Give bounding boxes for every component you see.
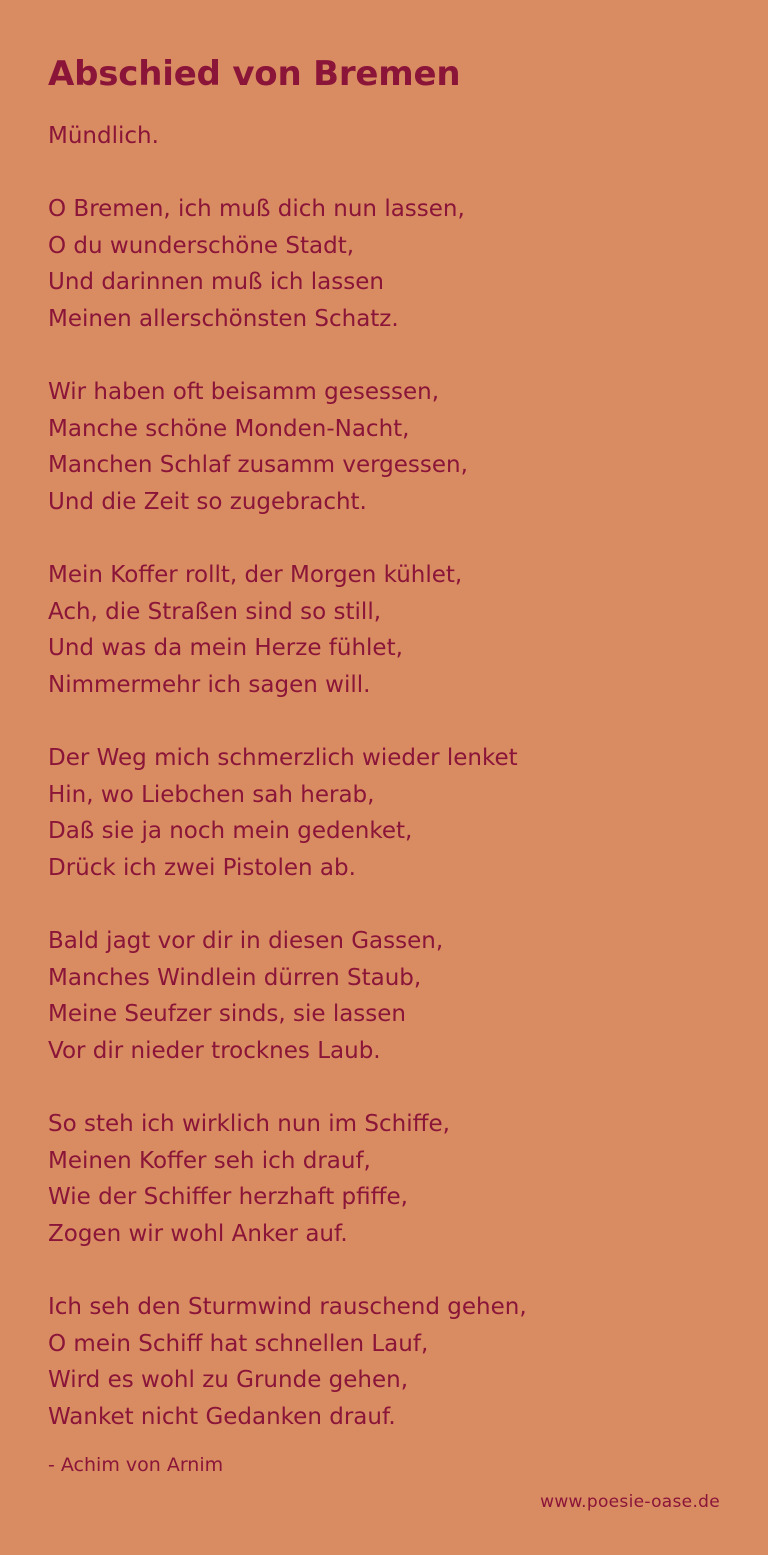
poem-card	[48, 52, 728, 1478]
poem-line: So steh ich wirklich nun im Schiffe,	[48, 1111, 450, 1137]
poem-line: Hin, wo Liebchen sah herab,	[48, 781, 375, 808]
stanza	[48, 1106, 728, 1252]
poem-line: Mein Koffer rollt, der Morgen kühlet,	[48, 562, 463, 588]
stanza	[48, 1289, 728, 1435]
stanza	[48, 923, 728, 1069]
poem-line: Daß sie ja noch mein gedenket,	[48, 818, 413, 844]
poem-line: O Bremen, ich muß dich nun lassen,	[48, 196, 465, 222]
poem-line: Und die Zeit so zugebracht.	[48, 488, 367, 515]
poem-title: Abschied von Bremen	[48, 54, 461, 94]
poem-line: Zogen wir wohl Anker auf.	[48, 1220, 348, 1247]
poem-line: Meinen Koffer seh ich drauf,	[48, 1147, 371, 1174]
poem-line: Der Weg mich schmerzlich wieder lenket	[48, 745, 518, 771]
poem-line: Ach, die Straßen sind so still,	[48, 598, 382, 625]
poem-line: Wir haben oft beisamm gesessen,	[48, 379, 440, 405]
poem-line: Manche schöne Monden-Nacht,	[48, 415, 410, 442]
poem-line: Meine Seufzer sinds, sie lassen	[48, 1001, 407, 1027]
poem-line: Und was da mein Herze fühlet,	[48, 635, 403, 661]
poem-line: Drück ich zwei Pistolen ab.	[48, 854, 356, 881]
poem-line: Nimmermehr ich sagen will.	[48, 671, 371, 698]
poem-line: O mein Schiff hat schnellen Lauf,	[48, 1330, 429, 1357]
poem-line: Manches Windlein dürren Staub,	[48, 964, 422, 991]
poem-line: Ich seh den Sturmwind rauschend gehen,	[48, 1294, 527, 1320]
website-url: www.poesie-oase.de	[540, 1492, 720, 1512]
stanza	[48, 740, 728, 886]
poem-subtitle: Mündlich.	[48, 123, 159, 149]
poem-line: Meinen allerschönsten Schatz.	[48, 305, 399, 332]
stanza	[48, 191, 728, 337]
poem-line: Bald jagt vor dir in diesen Gassen,	[48, 928, 444, 954]
poem-line: Und darinnen muß ich lassen	[48, 269, 384, 295]
poem-line: Vor dir nieder trocknes Laub.	[48, 1037, 381, 1064]
stanza	[48, 374, 728, 520]
poem-line: Manchen Schlaf zusamm vergessen,	[48, 452, 468, 478]
poem-line: Wird es wohl zu Grunde gehen,	[48, 1367, 409, 1393]
poem-author: - Achim von Arnim	[48, 1454, 224, 1476]
poem-line: Wanket nicht Gedanken drauf.	[48, 1403, 396, 1430]
poem-line: Wie der Schiffer herzhaft pfiffe,	[48, 1184, 408, 1210]
poem-line: O du wunderschöne Stadt,	[48, 232, 355, 259]
stanza	[48, 557, 728, 703]
